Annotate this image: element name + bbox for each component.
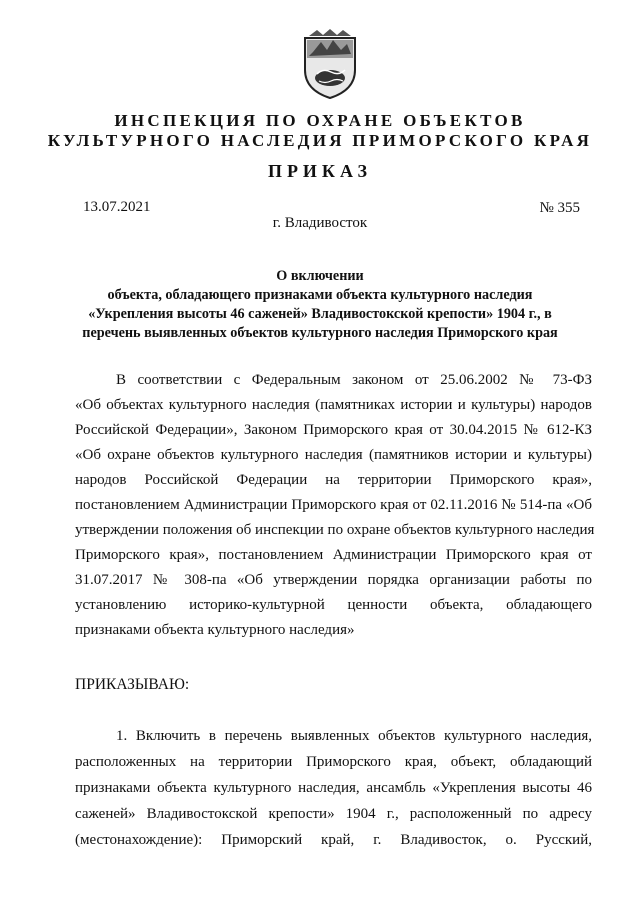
- preamble-line: 31.07.2017 № 308-па «Об утверждении порядка организации работы по: [75, 572, 592, 588]
- subject-line: «Укрепления высоты 46 саженей» Владивостокской крепости» 1904 г., в: [88, 306, 552, 322]
- preamble-line: Российской Федерации», Законом Приморского края от 30.04.2015 № 612-КЗ: [75, 422, 592, 438]
- subject-line: объекта, обладающего признаками объекта культурного наследия: [107, 287, 533, 303]
- coat-of-arms-icon: [299, 28, 361, 100]
- preamble-line: установлению историко-культурной ценности объекта, обладающего: [75, 597, 592, 613]
- organization-name-line1: ИНСПЕКЦИЯ ПО ОХРАНЕ ОБЪЕКТОВ: [114, 111, 526, 130]
- order-city: г. Владивосток: [272, 215, 368, 231]
- item-1-line: 1. Включить в перечень выявленных объектов культурного наследия,: [116, 728, 592, 744]
- preamble-line: признаками объекта культурного наследия»: [75, 622, 355, 638]
- subject-line: О включении: [276, 268, 364, 284]
- order-number: № 355: [539, 200, 580, 216]
- item-1-line: саженей» Владивостокской крепости» 1904 г., расположенный по адресу: [75, 806, 592, 822]
- item-1-line: признаками объекта культурного наследия, ансамбль «Укрепления высоты 46: [75, 780, 592, 796]
- preamble-line: В соответствии с Федеральным законом от 25.06.2002 № 73-ФЗ: [116, 372, 592, 388]
- item-1-line: (местонахождение): Приморский край, г. Владивосток, о. Русский,: [75, 832, 592, 848]
- preamble-line: «Об объектах культурного наследия (памятниках истории и культуры) народов: [75, 397, 592, 413]
- preamble-line: Приморского края», постановлением Администрации Приморского края от: [75, 547, 592, 563]
- document-type-title: ПРИКАЗ: [267, 161, 373, 181]
- order-date: 13.07.2021: [83, 199, 151, 215]
- preamble-line: постановлением Администрации Приморского края от 02.11.2016 № 514-па «Об: [75, 497, 592, 513]
- preamble-line: народов Российской Федерации на территории Приморского края»,: [75, 472, 592, 488]
- preamble-line: утверждении положения об инспекции по охране объектов культурного наследия: [75, 522, 595, 538]
- organization-name-line2: КУЛЬТУРНОГО НАСЛЕДИЯ ПРИМОРСКОГО КРАЯ: [47, 131, 593, 150]
- item-1-line: расположенных на территории Приморского края, объект, обладающий: [75, 754, 592, 770]
- subject-line: перечень выявленных объектов культурного наследия Приморского края: [82, 325, 558, 341]
- preamble-line: «Об охране объектов культурного наследия (памятников истории и культуры): [75, 447, 592, 463]
- order-directive: ПРИКАЗЫВАЮ:: [75, 676, 190, 693]
